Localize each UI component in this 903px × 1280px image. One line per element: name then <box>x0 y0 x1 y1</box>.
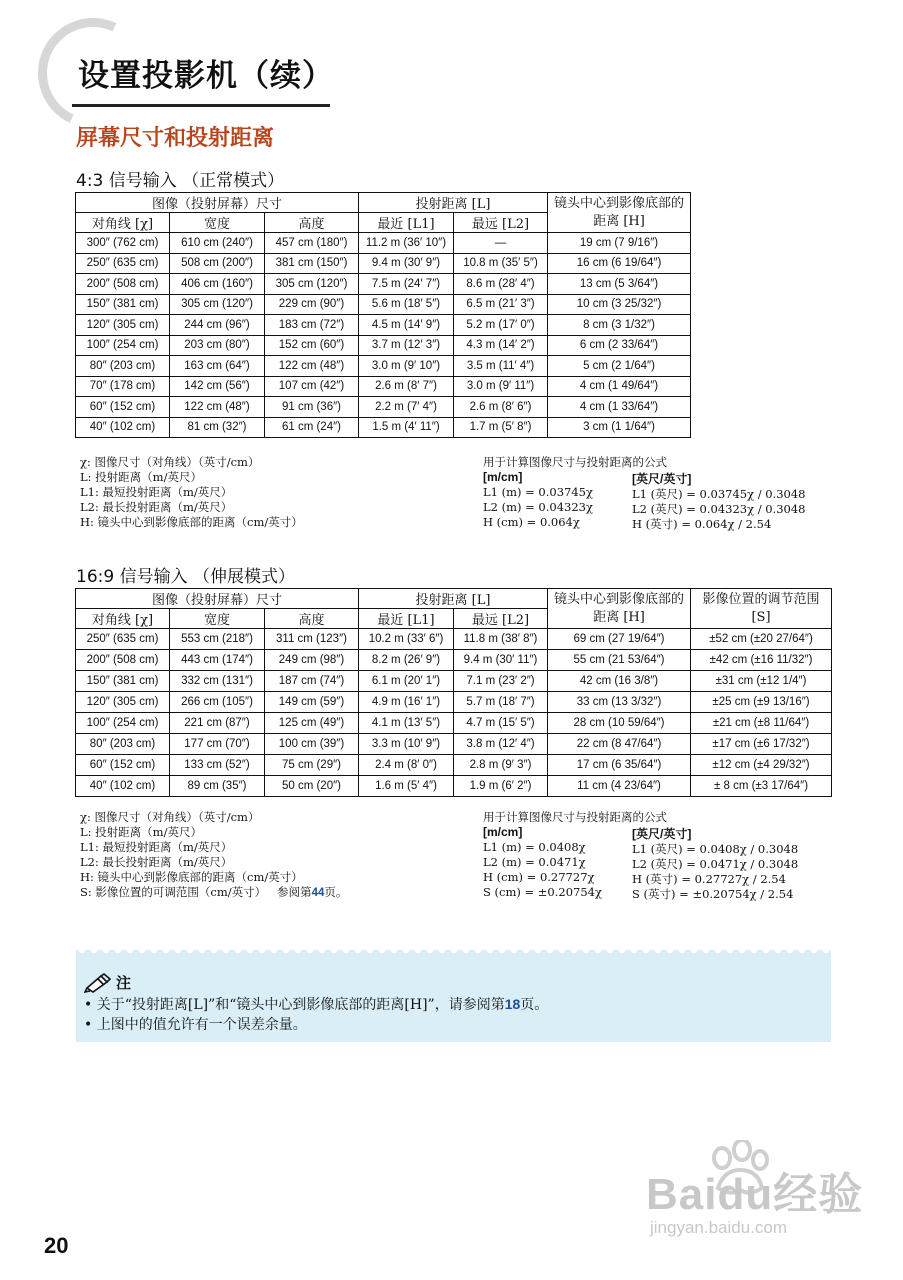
page-ref-link[interactable]: 18 <box>504 996 521 1012</box>
table-cell: 133 cm (52″) <box>170 755 265 776</box>
header-diagonal: 对角线 [χ] <box>76 609 170 629</box>
table-cell: 120″ (305 cm) <box>76 692 170 713</box>
table-cell: ±21 cm (±8 11/64″) <box>691 713 832 734</box>
table-cell: 8.2 m (26′ 9″) <box>359 650 454 671</box>
table-cell: 4.1 m (13′ 5″) <box>359 713 454 734</box>
formula-line: L1 (m) = 0.0408χ <box>483 840 586 854</box>
header-image-size: 图像（投射屏幕）尺寸 <box>76 193 359 213</box>
table-cell: 244 cm (96″) <box>170 315 265 336</box>
header-image-size: 图像（投射屏幕）尺寸 <box>76 589 359 609</box>
table-row <box>76 755 832 776</box>
table-cell: 1.9 m (6′ 2″) <box>454 776 548 797</box>
table-cell: 16 cm (6 19/64″) <box>548 253 691 274</box>
page-number: 20 <box>44 1233 69 1258</box>
table-cell: 120″ (305 cm) <box>76 315 170 336</box>
table-cell: ±25 cm (±9 13/16″) <box>691 692 832 713</box>
table-cell: 3.0 m (9′ 10″) <box>359 356 454 377</box>
table-row <box>76 776 832 797</box>
table-cell: 2.8 m (9′ 3″) <box>454 755 548 776</box>
table-cell: 4.3 m (14′ 2″) <box>454 335 548 356</box>
formula-unit-metric: [m/cm] <box>483 470 523 484</box>
table-cell: 9.4 m (30′ 11″) <box>454 650 548 671</box>
table2-heading: 16:9 信号输入 （伸展模式） <box>76 567 295 587</box>
formula-line: L1 (英尺) = 0.03745χ / 0.3048 <box>632 487 806 501</box>
table-row <box>76 397 691 418</box>
table1-legend <box>80 455 303 530</box>
table-cell: 553 cm (218″) <box>170 629 265 650</box>
note-line-1 <box>84 994 548 1014</box>
table-cell: — <box>454 233 548 254</box>
header-farthest: 最远 [L2] <box>454 213 548 233</box>
table-row <box>76 417 691 438</box>
table-cell: 4 cm (1 33/64″) <box>548 397 691 418</box>
table-cell: 177 cm (70″) <box>170 734 265 755</box>
table-cell: 6 cm (2 33/64″) <box>548 335 691 356</box>
header-height: 高度 <box>265 609 359 629</box>
formula-line: S (英寸) = ±0.20754χ / 2.54 <box>632 887 794 901</box>
legend-line: L1: 最短投射距离（m/英尺） <box>80 840 233 854</box>
table-cell: 7.1 m (23′ 2″) <box>454 671 548 692</box>
table-cell: 249 cm (98″) <box>265 650 359 671</box>
table-cell: 187 cm (74″) <box>265 671 359 692</box>
table-cell: 80″ (203 cm) <box>76 356 170 377</box>
legend-ref-suffix: 页。 <box>324 885 348 899</box>
table2-legend <box>80 810 347 901</box>
table-cell: 149 cm (59″) <box>265 692 359 713</box>
note-scalloped-edge <box>76 950 831 958</box>
table-cell: 9.4 m (30′ 9″) <box>359 253 454 274</box>
table-cell: 10 cm (3 25/32″) <box>548 294 691 315</box>
table-cell: 1.6 m (5′ 4″) <box>359 776 454 797</box>
header-nearest: 最近 [L1] <box>359 609 454 629</box>
legend-line: L1: 最短投射距离（m/英尺） <box>80 485 233 499</box>
table1-heading: 4:3 信号输入 （正常模式） <box>76 171 285 191</box>
table-cell: 250″ (635 cm) <box>76 253 170 274</box>
table-cell: 100 cm (39″) <box>265 734 359 755</box>
formula-line: H (英寸) = 0.27727χ / 2.54 <box>632 872 786 886</box>
legend-line: L2: 最长投射距离（m/英尺） <box>80 855 233 869</box>
table-cell: 7.5 m (24′ 7″) <box>359 274 454 295</box>
formula-unit-imperial: [英尺/英寸] <box>632 827 692 841</box>
formula-title: 用于计算图像尺寸与投射距离的公式 <box>483 810 667 824</box>
table-cell: 91 cm (36″) <box>265 397 359 418</box>
table-cell: 50 cm (20″) <box>265 776 359 797</box>
table-cell: 305 cm (120″) <box>265 274 359 295</box>
note-text: 页。 <box>520 997 549 1013</box>
formula-line: H (cm) = 0.27727χ <box>483 870 595 884</box>
table-cell: 332 cm (131″) <box>170 671 265 692</box>
header-lens-distance: 镜头中心到影像底部的距离 [H] <box>548 589 691 629</box>
formula-unit-metric: [m/cm] <box>483 825 523 839</box>
table-cell: 100″ (254 cm) <box>76 713 170 734</box>
table-row <box>76 376 691 397</box>
legend-line: H: 镜头中心到影像底部的距离（cm/英寸） <box>80 515 303 529</box>
legend-line-with-ref <box>80 885 347 901</box>
table-row <box>76 274 691 295</box>
legend-line: L: 投射距离（m/英尺） <box>80 825 202 839</box>
table-cell: 42 cm (16 3/8″) <box>548 671 691 692</box>
table-row <box>76 734 832 755</box>
table-cell: 305 cm (120″) <box>170 294 265 315</box>
table-cell: 6.5 m (21′ 3″) <box>454 294 548 315</box>
table-cell: 60″ (152 cm) <box>76 755 170 776</box>
table-cell: 10.8 m (35′ 5″) <box>454 253 548 274</box>
table-row <box>76 713 832 734</box>
table-cell: 203 cm (80″) <box>170 335 265 356</box>
table-cell: ±31 cm (±12 1/4″) <box>691 671 832 692</box>
table-cell: 300″ (762 cm) <box>76 233 170 254</box>
table-cell: 22 cm (8 47/64″) <box>548 734 691 755</box>
table-cell: 4.9 m (16′ 1″) <box>359 692 454 713</box>
formula-line: L2 (英尺) = 0.0471χ / 0.3048 <box>632 857 799 871</box>
note-heading <box>84 972 131 993</box>
note-line-2: • 上图中的值允许有一个误差余量。 <box>84 1017 307 1033</box>
formula-line: L1 (m) = 0.03745χ <box>483 485 593 499</box>
legend-text: S: 影像位置的可调范围（cm/英寸） <box>80 885 267 899</box>
table-cell: 80″ (203 cm) <box>76 734 170 755</box>
table-cell: 11.2 m (36′ 10″) <box>359 233 454 254</box>
legend-line: χ: 图像尺寸（对角线）（英寸/cm） <box>80 810 260 824</box>
table-cell: 69 cm (27 19/64″) <box>548 629 691 650</box>
table-cell: 221 cm (87″) <box>170 713 265 734</box>
table-cell: 5 cm (2 1/64″) <box>548 356 691 377</box>
formula-line: L2 (m) = 0.0471χ <box>483 855 586 869</box>
page-title: 设置投影机（续） <box>78 58 334 94</box>
table-cell: 5.7 m (18′ 7″) <box>454 692 548 713</box>
table-row <box>76 650 832 671</box>
header-height: 高度 <box>265 213 359 233</box>
page-ref-link[interactable]: 44 <box>311 887 325 899</box>
table-cell: 89 cm (35″) <box>170 776 265 797</box>
table-cell: 457 cm (180″) <box>265 233 359 254</box>
table-cell: ±52 cm (±20 27/64″) <box>691 629 832 650</box>
table-cell: 2.6 m (8′ 6″) <box>454 397 548 418</box>
formula-line: L2 (m) = 0.04323χ <box>483 500 593 514</box>
table-cell: 40″ (102 cm) <box>76 417 170 438</box>
header-throw-distance: 投射距离 [L] <box>359 589 548 609</box>
table-cell: 122 cm (48″) <box>170 397 265 418</box>
table-cell: 60″ (152 cm) <box>76 397 170 418</box>
table-cell: 5.6 m (18′ 5″) <box>359 294 454 315</box>
table-cell: 250″ (635 cm) <box>76 629 170 650</box>
table-cell: 40″ (102 cm) <box>76 776 170 797</box>
table-cell: ±12 cm (±4 29/32″) <box>691 755 832 776</box>
table-cell: 3 cm (1 1/64″) <box>548 417 691 438</box>
section-title: 屏幕尺寸和投射距离 <box>76 126 275 151</box>
table-cell: 229 cm (90″) <box>265 294 359 315</box>
table-cell: 11.8 m (38′ 8″) <box>454 629 548 650</box>
watermark-logo: Baidu经验 <box>646 1170 864 1219</box>
table-cell: 406 cm (160″) <box>170 274 265 295</box>
header-shift-range: 影像位置的调节范围 [S] <box>691 589 832 629</box>
table-cell: 311 cm (123″) <box>265 629 359 650</box>
header-width: 宽度 <box>170 213 265 233</box>
table-cell: 122 cm (48″) <box>265 356 359 377</box>
table-cell: 2.4 m (8′ 0″) <box>359 755 454 776</box>
formula-line: H (英寸) = 0.064χ / 2.54 <box>632 517 772 531</box>
table-cell: 2.2 m (7′ 4″) <box>359 397 454 418</box>
table-cell: 61 cm (24″) <box>265 417 359 438</box>
legend-line: L: 投射距离（m/英尺） <box>80 470 202 484</box>
table-cell: 55 cm (21 53/64″) <box>548 650 691 671</box>
table-row <box>76 294 691 315</box>
table-row <box>76 692 832 713</box>
legend-line: H: 镜头中心到影像底部的距离（cm/英寸） <box>80 870 303 884</box>
table-row <box>76 356 691 377</box>
formula-line: H (cm) = 0.064χ <box>483 515 580 529</box>
table-cell: 5.2 m (17′ 0″) <box>454 315 548 336</box>
table-cell: 75 cm (29″) <box>265 755 359 776</box>
formula-unit-imperial: [英尺/英寸] <box>632 472 692 486</box>
table-cell: 183 cm (72″) <box>265 315 359 336</box>
table-cell: 381 cm (150″) <box>265 253 359 274</box>
table-row <box>76 253 691 274</box>
formula-line: L2 (英尺) = 0.04323χ / 0.3048 <box>632 502 806 516</box>
table-cell: 443 cm (174″) <box>170 650 265 671</box>
header-width: 宽度 <box>170 609 265 629</box>
table-row <box>76 233 691 254</box>
formula-line: S (cm) = ±0.20754χ <box>483 885 602 899</box>
note-title: 注 <box>116 974 132 992</box>
table-cell: 100″ (254 cm) <box>76 335 170 356</box>
table-cell: 142 cm (56″) <box>170 376 265 397</box>
table-cell: 610 cm (240″) <box>170 233 265 254</box>
table-cell: ±17 cm (±6 17/32″) <box>691 734 832 755</box>
table-cell: 4.7 m (15′ 5″) <box>454 713 548 734</box>
table1-throw-distance <box>75 192 691 438</box>
table-cell: 150″ (381 cm) <box>76 294 170 315</box>
header-diagonal: 对角线 [χ] <box>76 213 170 233</box>
table-cell: 1.7 m (5′ 8″) <box>454 417 548 438</box>
table-cell: 81 cm (32″) <box>170 417 265 438</box>
table-cell: ± 8 cm (±3 17/64″) <box>691 776 832 797</box>
table-cell: 107 cm (42″) <box>265 376 359 397</box>
table-cell: 3.3 m (10′ 9″) <box>359 734 454 755</box>
table-cell: 70″ (178 cm) <box>76 376 170 397</box>
table-cell: 125 cm (49″) <box>265 713 359 734</box>
note-text: • 关于“投射距离[L]”和“镜头中心到影像底部的距离[H]”，请参阅第 <box>84 997 505 1013</box>
header-lens-distance: 镜头中心到影像底部的距离 [H] <box>548 193 691 233</box>
table-row <box>76 671 832 692</box>
table-cell: 6.1 m (20′ 1″) <box>359 671 454 692</box>
table-cell: 10.2 m (33′ 6″) <box>359 629 454 650</box>
table-cell: 152 cm (60″) <box>265 335 359 356</box>
table-cell: 4.5 m (14′ 9″) <box>359 315 454 336</box>
table-cell: 3.5 m (11′ 4″) <box>454 356 548 377</box>
pencil-note-icon <box>84 973 114 993</box>
table-cell: 3.7 m (12′ 3″) <box>359 335 454 356</box>
legend-line: L2: 最长投射距离（m/英尺） <box>80 500 233 514</box>
legend-line: χ: 图像尺寸（对角线）（英寸/cm） <box>80 455 260 469</box>
table-cell: 2.6 m (8′ 7″) <box>359 376 454 397</box>
table-cell: 8.6 m (28′ 4″) <box>454 274 548 295</box>
table-row <box>76 629 832 650</box>
table-cell: 200″ (508 cm) <box>76 650 170 671</box>
header-nearest: 最近 [L1] <box>359 213 454 233</box>
formula-line: L1 (英尺) = 0.0408χ / 0.3048 <box>632 842 799 856</box>
header-farthest: 最远 [L2] <box>454 609 548 629</box>
watermark-url: jingyan.baidu.com <box>650 1218 788 1237</box>
table-cell: ±42 cm (±16 11/32″) <box>691 650 832 671</box>
formula-title: 用于计算图像尺寸与投射距离的公式 <box>483 455 667 469</box>
header-throw-distance: 投射距离 [L] <box>359 193 548 213</box>
table-cell: 33 cm (13 3/32″) <box>548 692 691 713</box>
table2-throw-distance <box>75 588 832 797</box>
table2-formula-imperial <box>632 827 798 902</box>
table-cell: 200″ (508 cm) <box>76 274 170 295</box>
note-box <box>76 950 831 1042</box>
table-row <box>76 315 691 336</box>
table-cell: 4 cm (1 49/64″) <box>548 376 691 397</box>
table1-formula-imperial <box>632 472 805 532</box>
table-cell: 13 cm (5 3/64″) <box>548 274 691 295</box>
table-cell: 508 cm (200″) <box>170 253 265 274</box>
table-cell: 11 cm (4 23/64″) <box>548 776 691 797</box>
watermark <box>640 1140 870 1250</box>
table-row <box>76 335 691 356</box>
table-cell: 3.0 m (9′ 11″) <box>454 376 548 397</box>
table-cell: 28 cm (10 59/64″) <box>548 713 691 734</box>
table-cell: 163 cm (64″) <box>170 356 265 377</box>
table-cell: 1.5 m (4′ 11″) <box>359 417 454 438</box>
table-cell: 19 cm (7 9/16″) <box>548 233 691 254</box>
title-underline <box>72 104 330 107</box>
table-cell: 150″ (381 cm) <box>76 671 170 692</box>
table-cell: 17 cm (6 35/64″) <box>548 755 691 776</box>
table-cell: 266 cm (105″) <box>170 692 265 713</box>
legend-ref-prefix: 参阅第 <box>277 885 312 899</box>
table-cell: 3.8 m (12′ 4″) <box>454 734 548 755</box>
table-cell: 8 cm (3 1/32″) <box>548 315 691 336</box>
